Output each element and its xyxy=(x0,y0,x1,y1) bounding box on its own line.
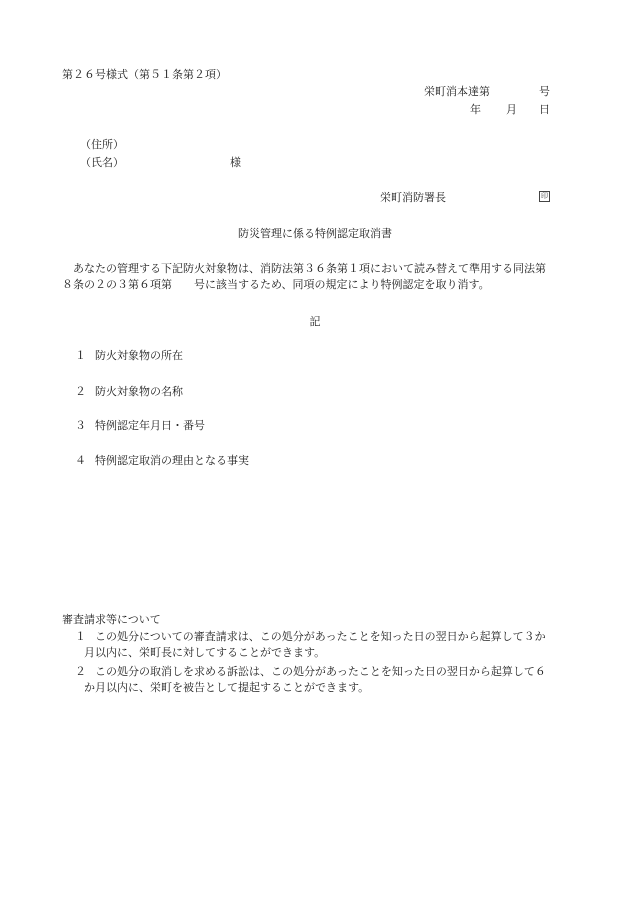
recipient-name-label: （氏名） xyxy=(80,156,124,169)
recipient-address-label: （住所） xyxy=(80,138,124,151)
item-number: １ xyxy=(75,349,86,362)
item-number: ３ xyxy=(75,419,86,432)
notice-line-1: この処分の取消しを求める訴訟は、この処分があったことを知った日の翌日から起算して６ xyxy=(95,665,546,678)
document-title: 防災管理に係る特例認定取消書 xyxy=(238,227,392,240)
item-number: ４ xyxy=(75,454,86,467)
date-day: 日 xyxy=(539,103,550,116)
list-item xyxy=(75,384,183,400)
date-year: 年 xyxy=(470,103,481,116)
notice-line-2: か月以内に、栄町を被告として提起することができます。 xyxy=(84,680,370,694)
document-number-prefix: 栄町消本達第 xyxy=(424,85,490,98)
list-item xyxy=(75,418,205,434)
list-item xyxy=(75,453,249,469)
notice-line-2: 月以内に、栄町長に対してすることができます。 xyxy=(84,645,326,659)
document-number-suffix: 号 xyxy=(539,85,550,98)
item-number: ２ xyxy=(75,385,86,398)
item-label: 特例認定取消の理由となる事実 xyxy=(95,454,249,467)
recipient-honorific: 様 xyxy=(230,156,241,169)
item-label: 防火対象物の所在 xyxy=(95,349,183,362)
notice-number: ２ xyxy=(75,665,86,678)
item-label: 防火対象物の名称 xyxy=(95,385,183,398)
issuer-title: 栄町消防署長 xyxy=(380,191,446,204)
date-month: 月 xyxy=(506,103,517,116)
notice-number: １ xyxy=(75,630,86,643)
list-item xyxy=(75,348,183,364)
notice-item xyxy=(75,664,565,696)
seal-icon: 印 xyxy=(541,192,548,200)
body-line-2: ８条の２の３第６項第 号に該当するため、同項の規定により特例認定を取り消す。 xyxy=(62,277,490,291)
notice-line-1: この処分についての審査請求は、この処分があったことを知った日の翌日から起算して３か xyxy=(95,630,546,643)
body-line-1: あなたの管理する下記防火対象物は、消防法第３６条第１項において読み替えて準用する同法第 xyxy=(73,262,546,275)
form-id: 第２６号様式（第５１条第２項） xyxy=(62,68,227,81)
notice-item xyxy=(75,629,565,661)
ki-heading: 記 xyxy=(309,315,321,328)
notice-heading: 審査請求等について xyxy=(62,613,161,626)
item-label: 特例認定年月日・番号 xyxy=(95,419,205,432)
body-paragraph xyxy=(62,261,562,293)
